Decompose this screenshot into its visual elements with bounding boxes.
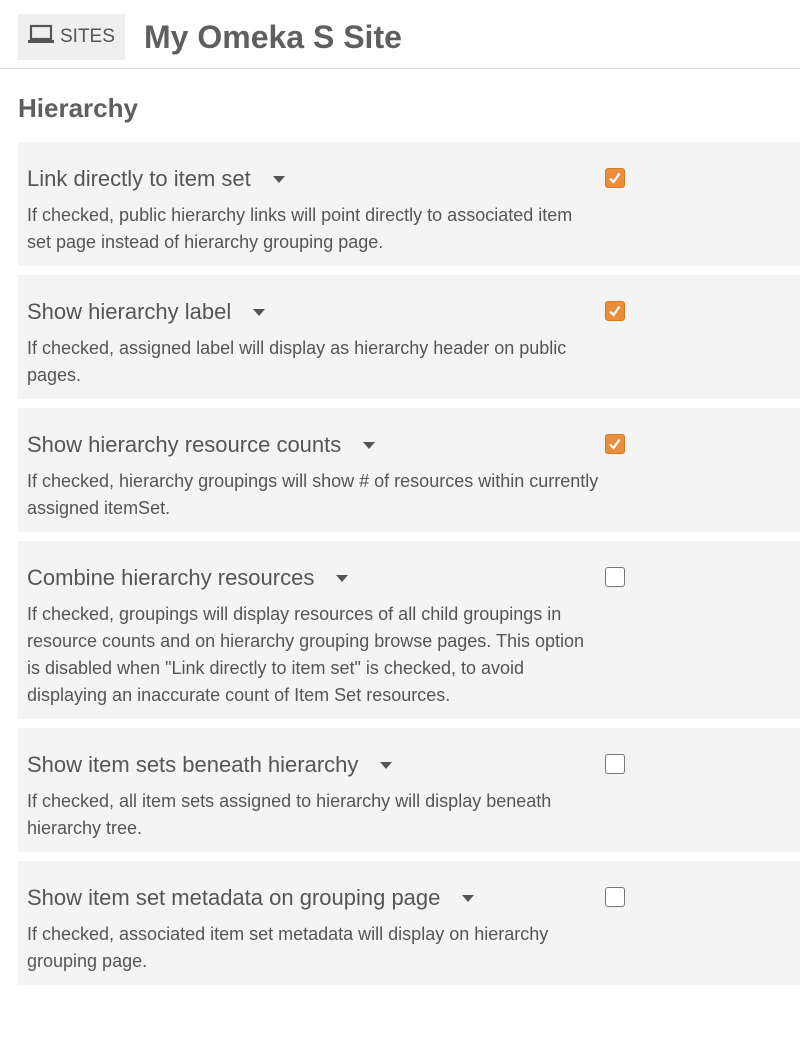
caret-down-icon[interactable] <box>363 442 375 449</box>
setting-label: Show hierarchy label <box>27 299 232 324</box>
setting-checkbox[interactable] <box>605 434 625 454</box>
setting-checkbox[interactable] <box>605 168 625 188</box>
setting-label-row <box>27 164 600 194</box>
sites-button[interactable] <box>18 14 125 60</box>
setting-row <box>18 541 800 719</box>
settings-list <box>18 142 800 994</box>
checkmark-icon <box>606 435 624 453</box>
setting-label-row <box>27 883 600 913</box>
setting-description: If checked, public hierarchy links will point directly to associated item set page instead of hierarchy grouping page. <box>27 205 573 252</box>
checkmark-icon <box>606 302 624 320</box>
setting-description: If checked, all item sets assigned to hierarchy will display beneath hierarchy tree. <box>27 791 552 838</box>
setting-row <box>18 275 800 399</box>
setting-row <box>18 142 800 266</box>
setting-label: Link directly to item set <box>27 166 251 191</box>
setting-label-row <box>27 750 600 780</box>
setting-row <box>18 861 800 985</box>
setting-description: If checked, groupings will display resources of all child groupings in resource counts and on hierarchy grouping browse pages. This option is disabled when "Link directly to item set" is checked, to avoid displaying an inaccurate count of Item Set resources. <box>27 604 585 705</box>
caret-down-icon[interactable] <box>462 895 474 902</box>
caret-down-icon[interactable] <box>253 309 265 316</box>
setting-description: If checked, associated item set metadata will display on hierarchy grouping page. <box>27 924 549 971</box>
setting-label-row <box>27 430 600 460</box>
page-header <box>0 0 800 69</box>
setting-label: Combine hierarchy resources <box>27 565 315 590</box>
laptop-icon <box>28 24 54 50</box>
setting-row <box>18 408 800 532</box>
site-title: My Omeka S Site <box>144 19 402 55</box>
setting-checkbox[interactable] <box>605 754 625 774</box>
caret-down-icon[interactable] <box>273 176 285 183</box>
checkmark-icon <box>606 169 624 187</box>
setting-label-row <box>27 563 600 593</box>
setting-label: Show item sets beneath hierarchy <box>27 752 359 777</box>
setting-label: Show hierarchy resource counts <box>27 432 342 457</box>
caret-down-icon[interactable] <box>380 762 392 769</box>
setting-checkbox[interactable] <box>605 567 625 587</box>
setting-label: Show item set metadata on grouping page <box>27 885 441 910</box>
caret-down-icon[interactable] <box>336 575 348 582</box>
setting-label-row <box>27 297 600 327</box>
setting-description: If checked, hierarchy groupings will show # of resources within currently assigned itemSet. <box>27 471 599 518</box>
section-title: Hierarchy <box>18 93 138 123</box>
setting-checkbox[interactable] <box>605 887 625 907</box>
setting-row <box>18 728 800 852</box>
setting-description: If checked, assigned label will display as hierarchy header on public pages. <box>27 338 567 385</box>
setting-checkbox[interactable] <box>605 301 625 321</box>
sites-label: SITES <box>60 26 115 47</box>
